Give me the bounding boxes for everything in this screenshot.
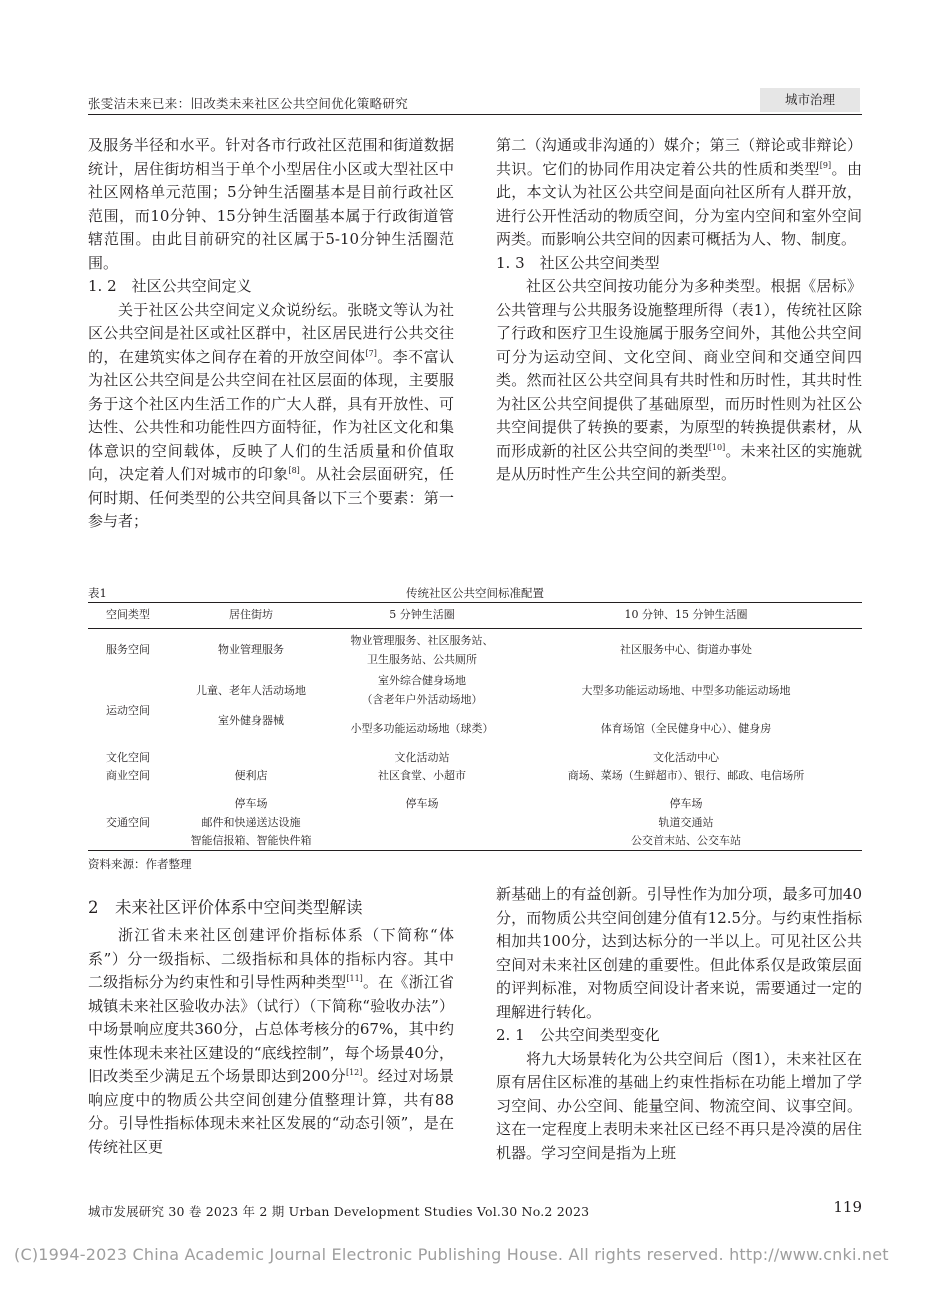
table-row-type: 交通空间	[106, 816, 150, 829]
journal-footer: 城市发展研究 30 卷 2023 年 2 期 Urban Development Studies Vol.30 No.2 2023	[88, 1204, 590, 1219]
table-cell: 社区服务中心、街道办事处	[620, 643, 752, 656]
citation[interactable]: [12]	[345, 1068, 363, 1077]
table-cell: 室外健身器械	[218, 714, 284, 727]
table-cell: 邮件和快递送达设施	[201, 816, 301, 829]
table-label: 表1	[88, 586, 107, 600]
citation[interactable]: [10]	[708, 442, 726, 452]
header-rule	[88, 114, 862, 115]
table-cell: 轨道交通站	[658, 816, 714, 829]
table-cell: 小型多功能运动场地（球类）	[350, 722, 494, 735]
table-row-type: 文化空间	[106, 751, 150, 764]
citation[interactable]: [11]	[346, 974, 363, 983]
section-heading-1-3: 1. 3 社区公共空间类型	[496, 253, 660, 272]
table-header-cell: 10 分钟、15 分钟生活圈	[624, 608, 748, 621]
citation[interactable]: [9]	[819, 160, 832, 170]
table-cell: 智能信报箱、智能快件箱	[190, 834, 312, 847]
paragraph: 关于社区公共空间定义众说纷纭。张晓文等认为社区公共空间是社区或社区群中，社区居民进行公共交往的，在建筑实体之间存在着的开放空间体[7]。李不富认为社区公共空间是公共空间在社区层面的体现，主要服务于这个社区内生活工作的广大人群，具有开放性、可达性、公共性和功能性四方面特征，作为社区文化和集体意识的空间载体，反映了人们的生活质量和价值取向，决定着人们对城市的印象[8]。从社会层面研究，任何时期、任何类型的公共空间具备以下三个要素：第一参与者；	[88, 300, 454, 530]
table-cell: 便利店	[234, 769, 268, 782]
table-header-rule	[88, 628, 862, 629]
table-cell: 物业管理服务	[218, 643, 284, 656]
table-bottom-rule	[88, 850, 862, 851]
paragraph: 第二（沟通或非沟通的）媒介；第三（辩论或非辩论）共识。它们的协同作用决定着公共的性质和类型[9]。由此，本文认为社区公共空间是面向社区所有人群开放，进行公开性活动的物质空间，分为室内空间和室外空间两类。而影响公共空间的因素可概括为人、物、制度。	[496, 136, 862, 248]
citation[interactable]: [7]	[365, 348, 377, 358]
table-source: 资料来源：作者整理	[88, 857, 192, 871]
table-cell: 体育场馆（全民健身中心）、健身房	[600, 722, 772, 735]
table-cell: 物业管理服务、社区服务站、	[350, 634, 494, 647]
running-title: 张雯洁未来已来：旧改类未来社区公共空间优化策略研究	[88, 96, 409, 111]
section-heading-2-1: 2. 1 公共空间类型变化	[496, 1026, 660, 1044]
table-header-cell: 居住街坊	[229, 608, 273, 621]
table-cell: 社区食堂、小超市	[378, 769, 466, 782]
table-top-rule	[88, 602, 862, 603]
section-heading-2: 2 未来社区评价体系中空间类型解读	[88, 898, 363, 917]
table-cell: 文化活动中心	[653, 751, 719, 764]
table-cell: 商场、菜场（生鲜超市）、银行、邮政、电信场所	[567, 769, 805, 782]
right-column-lower	[496, 883, 862, 1165]
table-cell: 儿童、老年人活动场地	[196, 684, 306, 697]
paragraph: 社区公共空间按功能分为多种类型。根据《居标》公共管理与公共服务设施整理所得（表1），传统社区除了行政和医疗卫生设施属于服务空间外，其他公共空间可分为运动空间、文化空间、商业空间和交通空间四类。然而社区公共空间具有共时性和历时性，其共时性为社区公共空间提供了基础原型，而历时性则为社区公共空间提供了转换的要素，为原型的转换提供素材，从而形成新的社区公共空间的类型[10]。未来社区的实施就是从历时性产生公共空间的新类型。	[496, 277, 862, 483]
section-heading-1-2: 1. 2 社区公共空间定义	[88, 277, 252, 295]
paragraph: 新基础上的有益创新。引导性作为加分项，最多可加40分，而物质公共空间创建分值有12.5分。与约束性指标相加共100分，达到达标分的一半以上。可见社区公共空间对未来社区创建的重要性。但此体系仅是政策层面的评判标准，对物质空间设计者来说，需要通过一定的理解进行转化。	[496, 885, 862, 1021]
table-title: 传统社区公共空间标准配置	[406, 586, 544, 600]
copyright-watermark: (C)1994-2023 China Academic Journal Electronic Publishing House. All rights reserved. http://www.cnki.net	[14, 1245, 889, 1264]
table-cell: 停车场	[405, 797, 439, 810]
table-row-type: 服务空间	[106, 643, 150, 656]
left-column-lower	[88, 896, 454, 1159]
table-cell: 停车场	[234, 797, 268, 810]
table-cell: 卫生服务站、公共厕所	[367, 653, 477, 666]
section-tag: 城市治理	[760, 88, 860, 112]
table-row-type: 商业空间	[106, 769, 150, 782]
table-cell: 大型多功能运动场地、中型多功能运动场地	[581, 684, 791, 697]
page-number: 119	[833, 1198, 862, 1216]
table-cell: 文化活动站	[394, 751, 450, 764]
right-column-upper	[496, 134, 862, 487]
table-header-cell: 空间类型	[106, 608, 150, 621]
paragraph: 将九大场景转化为公共空间后（图1），未来社区在原有居住区标准的基础上约束性指标在功能上增加了学习空间、办公空间、能量空间、物流空间、议事空间。这在一定程度上表明未来社区已经不再只是冷漠的居住机器。学习空间是指为上班	[496, 1049, 862, 1162]
table-header-cell: 5 分钟生活圈	[389, 608, 455, 621]
table-cell: 停车场	[669, 797, 703, 810]
table-cell: 室外综合健身场地	[378, 674, 466, 687]
left-column-upper	[88, 134, 454, 534]
paragraph: 浙江省未来社区创建评价指标体系（下简称“体系”）分一级指标、二级指标和具体的指标内容。其中二级指标分为约束性和引导性两种类型[11]。在《浙江省城镇未来社区验收办法》（试行）（下简称“验收办法”）中场景响应度共360分，占总体考核分的67%，其中约束性体现未来社区建设的“底线控制”，每个场景40分，旧改类至少满足五个场景即达到200分[12]。经过对场景响应度中的物质公共空间创建分值整理计算，共有88分。引导性指标体现未来社区发展的“动态引领”，是在传统社区更	[88, 926, 454, 1156]
table-row-type: 运动空间	[106, 704, 150, 717]
table-cell: （含老年户外活动场地）	[361, 693, 483, 706]
paragraph: 及服务半径和水平。针对各市行政社区范围和街道数据统计，居住街坊相当于单个小型居住小区或大型社区中社区网格单元范围；5分钟生活圈基本是目前行政社区范围，而10分钟、15分钟生活圈基本属于行政街道管辖范围。由此目前研究的社区属于5-10分钟生活圈范围。	[88, 136, 454, 272]
citation[interactable]: [8]	[288, 466, 300, 475]
table-cell: 公交首末站、公交车站	[631, 834, 741, 847]
